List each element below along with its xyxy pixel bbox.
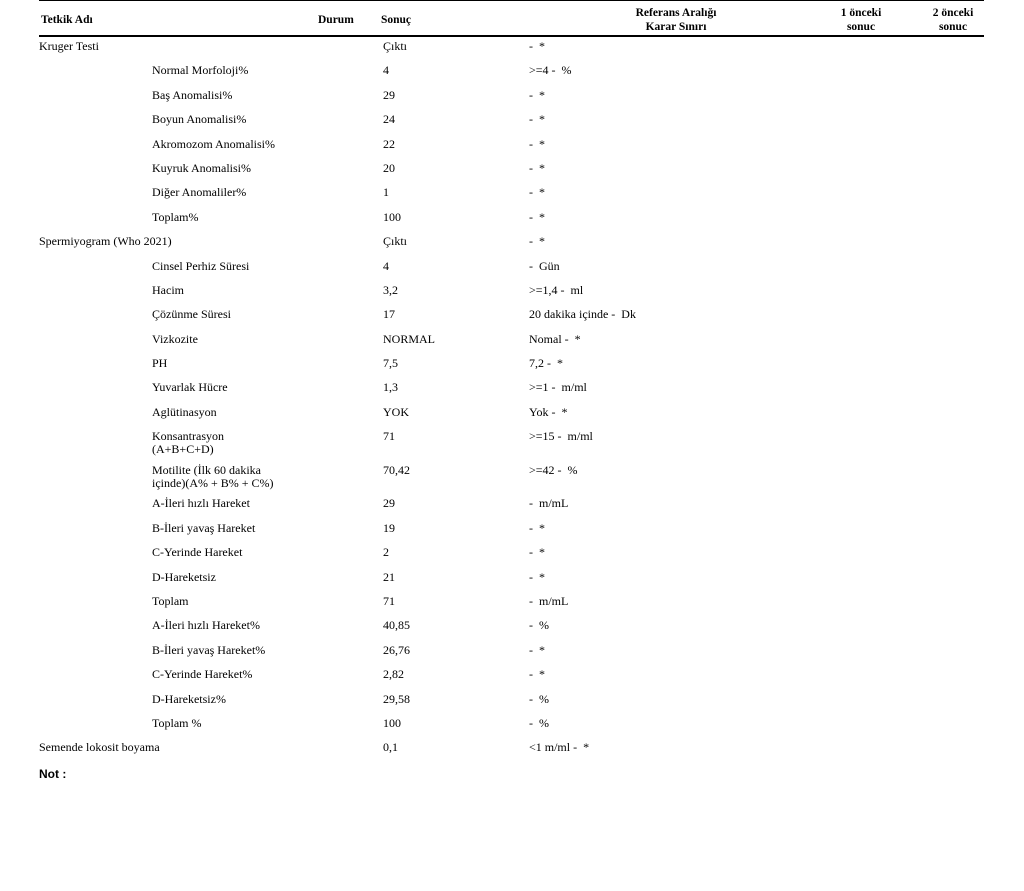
reference-range: >=4 - % (529, 63, 572, 78)
header-prev2-line2: sonuc (938, 21, 968, 33)
table-row (0, 542, 1024, 566)
test-result: 21 (383, 569, 395, 584)
reference-range: - % (529, 715, 549, 730)
test-result: 29,58 (383, 691, 410, 706)
reference-range: - Gün (529, 258, 560, 273)
test-name: Boyun Anomalisi% (152, 112, 247, 127)
test-name: D-Hareketsiz (152, 569, 216, 584)
test-result: 71 (383, 429, 395, 444)
reference-range: - % (529, 618, 549, 633)
reference-range: - * (529, 112, 545, 127)
header-reference-line1: Referans Aralığı (635, 7, 717, 19)
table-row (0, 640, 1024, 664)
test-result: 1 (383, 185, 389, 200)
table-row (0, 304, 1024, 328)
test-result: 26,76 (383, 642, 410, 657)
test-name: Baş Anomalisi% (152, 87, 233, 102)
table-row (0, 36, 1024, 60)
reference-range: - * (529, 209, 545, 224)
test-name: Vizkozite (152, 331, 198, 346)
header-reference-line2: Karar Sınırı (645, 21, 707, 33)
test-name: Motilite (İlk 60 dakika içinde)(A% + B% + C%) (152, 462, 274, 490)
reference-range: 7,2 - * (529, 356, 563, 371)
reference-range: - * (529, 234, 545, 249)
test-name: B-İleri yavaş Hareket% (152, 642, 266, 657)
table-row (0, 182, 1024, 206)
table-row (0, 689, 1024, 713)
test-name: B-İleri yavaş Hareket (152, 520, 256, 535)
reference-range: - m/mL (529, 594, 569, 608)
table-row (0, 493, 1024, 517)
reference-range: - m/mL (529, 496, 569, 511)
reference-range: - * (529, 185, 545, 200)
test-name: Cinsel Perhiz Süresi (152, 258, 250, 273)
header-prev1-line2: sonuc (846, 21, 876, 33)
reference-range: >=42 - % (529, 462, 578, 477)
reference-range: - * (529, 39, 545, 53)
test-name: Toplam% (152, 209, 199, 224)
test-result: 29 (383, 496, 395, 511)
note-label: Not : (39, 767, 67, 781)
table-row (0, 158, 1024, 182)
reference-range: >=1 - m/ml (529, 380, 587, 395)
test-name: Konsantrasyon (A+B+C+D) (152, 429, 224, 457)
test-name: A-İleri hızlı Hareket% (152, 618, 260, 633)
test-result: 40,85 (383, 618, 410, 633)
reference-range: 20 dakika içinde - Dk (529, 307, 636, 322)
header-test-name: Tetkik Adı (41, 14, 93, 26)
test-result: 22 (383, 136, 395, 151)
table-row (0, 60, 1024, 84)
reference-range: Yok - * (529, 404, 568, 419)
test-name: Normal Morfoloji% (152, 63, 249, 78)
test-result: Çıktı (383, 39, 408, 53)
test-name: Kuyruk Anomalisi% (152, 160, 251, 175)
test-result: 29 (383, 87, 395, 102)
header-result: Sonuç (381, 14, 412, 26)
test-result: 70,42 (383, 462, 410, 477)
header-reference (579, 6, 773, 34)
test-name: Kruger Testi (39, 39, 99, 53)
table-row (0, 713, 1024, 737)
header-previous-result-2 (917, 6, 989, 34)
test-result: 100 (383, 209, 401, 224)
table-row (0, 567, 1024, 591)
table-row (0, 426, 1024, 460)
test-result: 7,5 (383, 356, 398, 371)
reference-range: - * (529, 642, 545, 657)
reference-range: - * (529, 569, 545, 584)
reference-range: <1 m/ml - * (529, 740, 590, 755)
test-name: C-Yerinde Hareket (152, 545, 243, 560)
table-row (0, 737, 1024, 761)
table-row (0, 134, 1024, 158)
header-prev2-line1: 2 önceki (932, 7, 974, 19)
table-row (0, 231, 1024, 255)
test-name: Spermiyogram (Who 2021) (39, 234, 172, 249)
header-prev1-line1: 1 önceki (840, 7, 882, 19)
test-name: Hacim (152, 282, 184, 297)
reference-range: - * (529, 667, 545, 682)
table-row (0, 353, 1024, 377)
reference-range: - % (529, 691, 549, 706)
test-result: 19 (383, 520, 395, 535)
test-result: NORMAL (383, 331, 436, 346)
table-row (0, 280, 1024, 304)
table-row (0, 664, 1024, 688)
test-name: Toplam % (152, 715, 202, 730)
test-name: D-Hareketsiz% (152, 691, 226, 706)
test-name: Diğer Anomaliler% (152, 185, 247, 200)
table-row (0, 460, 1024, 494)
test-result: 2 (383, 545, 389, 560)
test-result: 20 (383, 160, 395, 175)
test-result: 1,3 (383, 380, 398, 395)
test-name: Yuvarlak Hücre (152, 380, 228, 395)
reference-range: >=15 - m/ml (529, 429, 593, 444)
test-name: Toplam (152, 594, 189, 608)
table-header (39, 1, 984, 37)
test-result: 3,2 (383, 282, 398, 297)
reference-range: - * (529, 520, 545, 535)
test-result: 24 (383, 112, 395, 127)
results-table-body (0, 36, 1024, 762)
reference-range: - * (529, 160, 545, 175)
test-result: 4 (383, 63, 389, 78)
test-result: 71 (383, 594, 395, 608)
test-name: Çözünme Süresi (152, 307, 231, 322)
table-row (0, 518, 1024, 542)
test-result: YOK (383, 404, 409, 419)
test-name: Semende lokosit boyama (39, 740, 160, 755)
table-row (0, 329, 1024, 353)
test-name: PH (152, 356, 168, 371)
table-row (0, 377, 1024, 401)
test-name: A-İleri hızlı Hareket (152, 496, 250, 511)
reference-range: - * (529, 87, 545, 102)
table-row (0, 207, 1024, 231)
test-result: Çıktı (383, 234, 408, 249)
test-result: 2,82 (383, 667, 404, 682)
table-row (0, 591, 1024, 615)
test-name: Aglütinasyon (152, 404, 217, 419)
reference-range: Nomal - * (529, 331, 581, 346)
reference-range: - * (529, 545, 545, 560)
table-row (0, 615, 1024, 639)
test-result: 100 (383, 715, 401, 730)
test-name: Akromozom Anomalisi% (152, 136, 275, 151)
header-status: Durum (318, 14, 354, 26)
table-row (0, 402, 1024, 426)
header-previous-result-1 (821, 6, 901, 34)
table-row (0, 109, 1024, 133)
reference-range: >=1,4 - ml (529, 282, 584, 297)
test-result: 0,1 (383, 740, 398, 755)
test-result: 4 (383, 258, 389, 273)
test-name: C-Yerinde Hareket% (152, 667, 253, 682)
reference-range: - * (529, 136, 545, 151)
test-result: 17 (383, 307, 395, 322)
table-row (0, 256, 1024, 280)
table-row (0, 85, 1024, 109)
